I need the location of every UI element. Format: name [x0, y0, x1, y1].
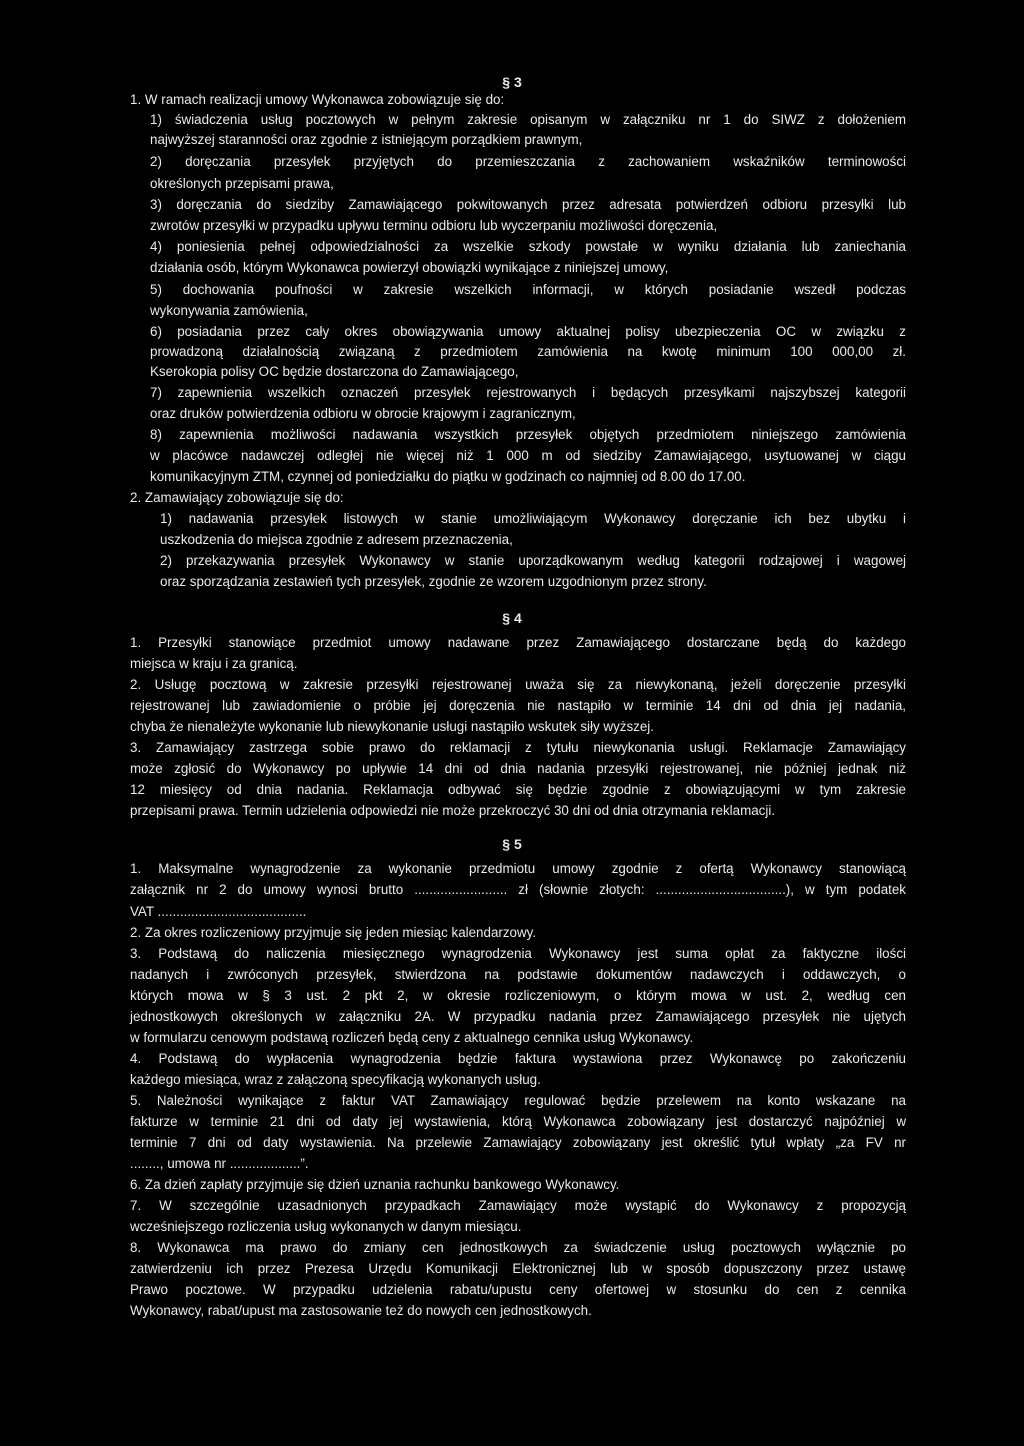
- text-line: w formularzu cenowym podstawą rozliczeń będą ceny z aktualnego cennika usług Wykonawcy.: [130, 1030, 694, 1045]
- text-line: może zgłosić do Wykonawcy po upływie 14 dni od dnia nadania przesyłki rejestrowanej, nie później jednak niż: [130, 761, 906, 776]
- section-heading: § 5: [502, 836, 522, 852]
- text-line: 8) zapewnienia możliwości nadawania wszystkich przesyłek objętych przedmiotem niniejszego zamówienia: [150, 427, 906, 442]
- text-line: 2. Za okres rozliczeniowy przyjmuje się jeden miesiąc kalendarzowy.: [130, 925, 537, 940]
- text-line: 7) zapewnienia wszelkich oznaczeń przesyłek rejestrowanych i będących przesyłkami najszybszej kategorii: [150, 385, 906, 400]
- text-line: Kserokopia polisy OC będzie dostarczona do Zamawiającego,: [150, 364, 519, 379]
- text-line: 4. Podstawą do wypłacenia wynagrodzenia będzie faktura wystawiona przez Wykonawcę po zakończeniu: [130, 1051, 906, 1066]
- text-line: 1. Maksymalne wynagrodzenie za wykonanie przedmiotu umowy zgodnie z ofertą Wykonawcy stanowiącą: [130, 861, 906, 876]
- text-line: 5. Należności wynikające z faktur VAT Zamawiający regulować będzie przelewem na konto wskazane na: [130, 1093, 906, 1108]
- text-line: Wykonawcy, rabat/upust ma zastosowanie też do nowych cen jednostkowych.: [130, 1303, 592, 1318]
- text-line: oraz druków potwierdzenia odbioru w obrocie krajowym i zagranicznym,: [150, 406, 576, 421]
- text-line: prowadzoną działalnością związaną z przedmiotem zamówienia na kwotę minimum 100 000,00 zł.: [150, 344, 906, 359]
- text-line: załącznik nr 2 do umowy wynosi brutto ......................... zł (słownie złotych: ...................................), w tym podatek: [130, 882, 906, 897]
- text-line: zwrotów przesyłki w przypadku upływu terminu odbioru lub wyczerpaniu możliwości doręczenia,: [150, 218, 718, 233]
- text-line: 12 miesięcy od dnia nadania. Reklamacja odbywać się będzie zgodnie z obowiązującymi w tym zakresie: [130, 782, 906, 797]
- text-line: 3) doręczania do siedziby Zamawiającego pokwitowanych przez adresata potwierdzeń odbioru przesyłki lub: [150, 197, 906, 212]
- text-line: w placówce nadawczej odległej nie więcej niż 1 000 m od siedziby Zamawiającego, usytuowanej w ciągu: [150, 448, 906, 463]
- text-line: 1) nadawania przesyłek listowych w stanie umożliwiającym Wykonawcy doręczanie ich bez ubytku i: [160, 511, 906, 526]
- text-line: 6. Za dzień zapłaty przyjmuje się dzień uznania rachunku bankowego Wykonawcy.: [130, 1177, 620, 1192]
- text-line: 8. Wykonawca ma prawo do zmiany cen jednostkowych za świadczenie usług pocztowych wyłącznie po: [130, 1240, 906, 1255]
- text-line: 2. Usługę pocztową w zakresie przesyłki rejestrowanej uważa się za niewykonaną, jeżeli doręczenie przesyłki: [130, 677, 906, 692]
- text-line: 3. Podstawą do naliczenia miesięcznego wynagrodzenia Wykonawcy jest suma opłat za faktyczne ilości: [130, 946, 906, 961]
- text-line: określonych przepisami prawa,: [150, 176, 334, 191]
- text-line: nadanych i zwróconych przesyłek, stwierdzona na podstawie dokumentów nadawczych i oddawczych, o: [130, 967, 906, 982]
- text-line: terminie 7 dni od daty wystawienia. Na przelewie Zamawiający zobowiązany jest określić tytuł wpłaty „za FV nr: [130, 1135, 906, 1150]
- section-heading: § 4: [502, 610, 522, 626]
- text-line: 5) dochowania poufności w zakresie wszelkich informacji, w których posiadanie wszedł podczas: [150, 282, 906, 297]
- text-line: działania osób, którym Wykonawca powierzył obowiązki wynikające z niniejszej umowy,: [150, 260, 669, 275]
- text-line: rejestrowanej lub zawiadomienie o próbie jej doręczenia nie nastąpiło w terminie 14 dni od dnia jej nadania,: [130, 698, 906, 713]
- text-line: najwyższej staranności oraz zgodnie z istniejącym porządkiem prawnym,: [150, 132, 583, 147]
- text-line: uszkodzenia do miejsca zgodnie z adresem przeznaczenia,: [160, 532, 513, 547]
- text-line: 6) posiadania przez cały okres obowiązywania umowy aktualnej polisy ubezpieczenia OC w związku z: [150, 324, 906, 339]
- text-line: 2. Zamawiający zobowiązuje się do:: [130, 490, 344, 505]
- text-line: fakturze w terminie 21 dni od daty jej wystawienia, którą Wykonawca zobowiązany jest dostarczyć najpóźniej w: [130, 1114, 906, 1129]
- text-line: oraz sporządzania zestawień tych przesyłek, zgodnie ze wzorem uzgodnionym przez strony.: [160, 574, 707, 589]
- text-line: 7. W szczególnie uzasadnionych przypadkach Zamawiający może wystąpić do Wykonawcy z propozycją: [130, 1198, 906, 1213]
- text-line: których mowa w § 3 ust. 2 pkt 2, w okresie rozliczeniowym, o którym mowa w ust. 2, według cen: [130, 988, 906, 1003]
- text-line: 3. Zamawiający zastrzega sobie prawo do reklamacji z tytułu niewykonania usługi. Reklamacje Zamawiający: [130, 740, 906, 755]
- text-line: Prawo pocztowe. W przypadku udzielenia rabatu/upustu ceny ofertowej w stosunku do cen z cennika: [130, 1282, 906, 1297]
- text-line: komunikacyjnym ZTM, czynnej od poniedziałku do piątku w godzinach co najmniej od 8.00 do 17.00.: [150, 469, 746, 484]
- text-line: 2) przekazywania przesyłek Wykonawcy w stanie uporządkowanym według kategorii rodzajowej i wagowej: [160, 553, 906, 568]
- text-line: 4) poniesienia pełnej odpowiedzialności za wszelkie szkody powstałe w wyniku działania lub zaniechania: [150, 239, 906, 254]
- text-line: chyba że nienależyte wykonanie lub niewykonanie usługi nastąpiło wskutek siły wyższej.: [130, 719, 655, 734]
- text-line: 1. W ramach realizacji umowy Wykonawca zobowiązuje się do:: [130, 92, 505, 107]
- text-line: 1. Przesyłki stanowiące przedmiot umowy nadawane przez Zamawiającego dostarczane będą do każdego: [130, 635, 906, 650]
- section-heading: § 3: [502, 74, 522, 90]
- text-line: miejsca w kraju i za granicą.: [130, 656, 298, 671]
- text-line: 2) doręczania przesyłek przyjętych do przemieszczania z zachowaniem wskaźników terminowości: [150, 154, 906, 169]
- text-line: VAT ........................................: [130, 904, 307, 919]
- text-line: każdego miesiąca, wraz z załączoną specyfikacją wykonanych usług.: [130, 1072, 541, 1087]
- text-line: ........, umowa nr ...................”.: [130, 1156, 309, 1171]
- text-line: 1) świadczenia usług pocztowych w pełnym zakresie opisanym w załączniku nr 1 do SIWZ z dołożeniem: [150, 112, 906, 127]
- text-line: jednostkowych określonych w załączniku 2A. W przypadku nadania przez Zamawiającego przesyłek nie ujętych: [130, 1009, 906, 1024]
- text-line: wcześniejszego rozliczenia usług wykonanych w danym miesiącu.: [130, 1219, 522, 1234]
- text-line: wykonywania zamówienia,: [150, 303, 308, 318]
- text-line: zatwierdzeniu ich przez Prezesa Urzędu Komunikacji Elektronicznej lub w sposób dopuszczony przez ustawę: [130, 1261, 906, 1276]
- text-line: przepisami prawa. Termin udzielenia odpowiedzi nie może przekroczyć 30 dni od dnia otrzymania reklamacji.: [130, 803, 776, 818]
